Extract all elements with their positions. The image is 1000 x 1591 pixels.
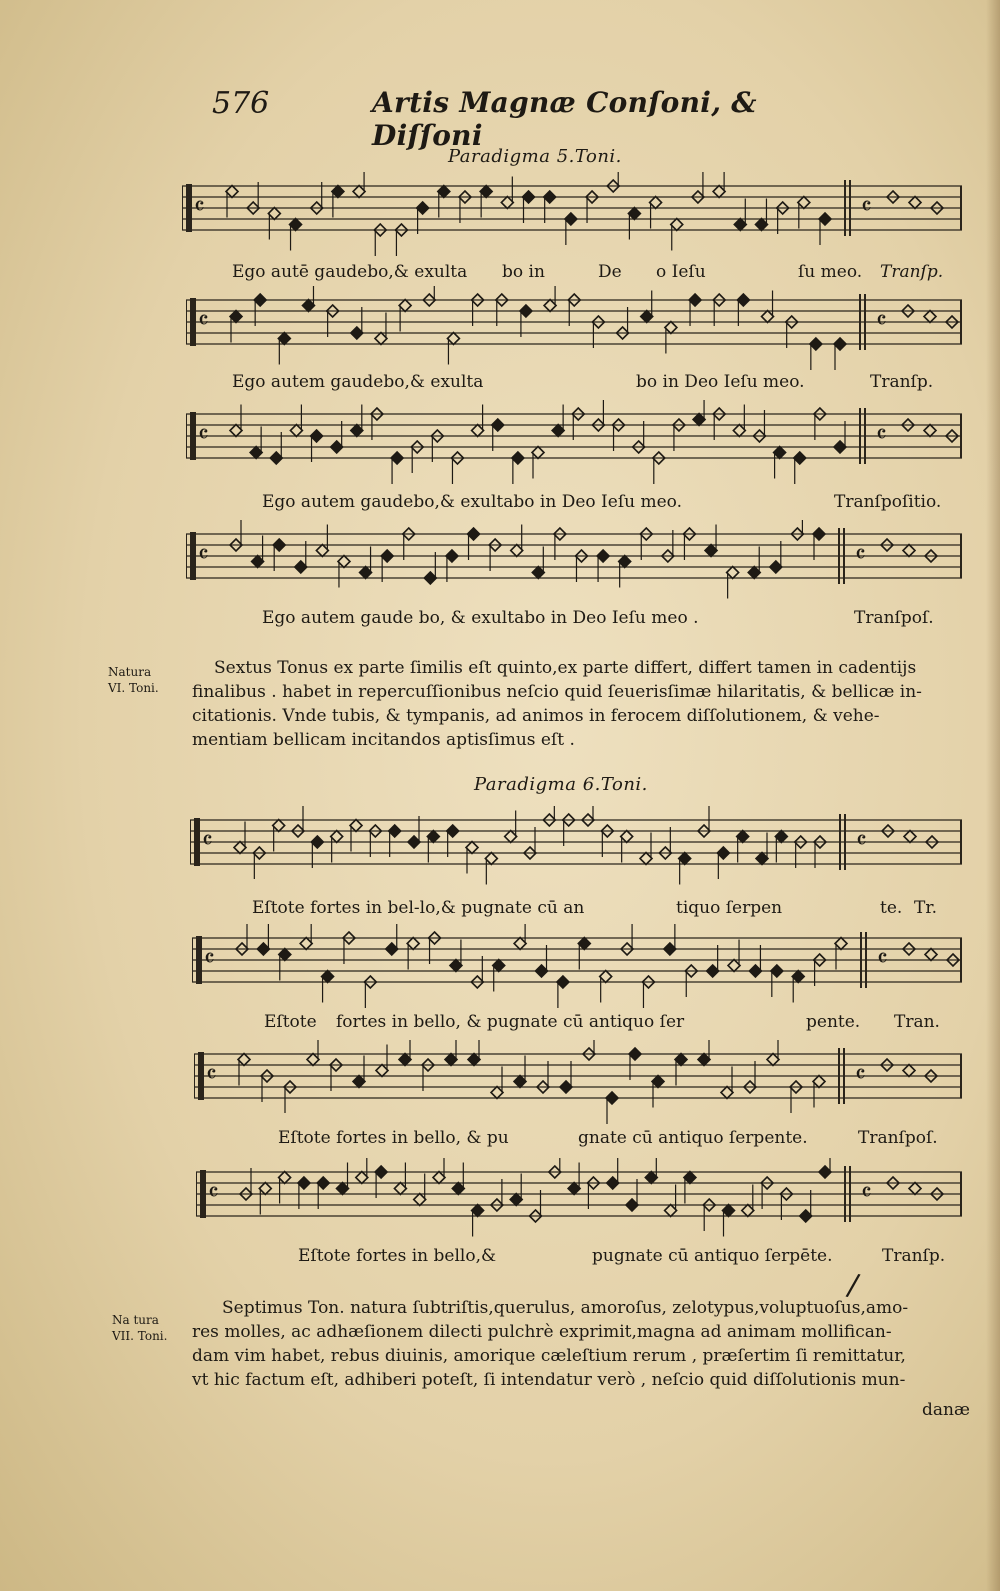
note [762,311,774,323]
lyric-syllables: Tranſpoſitio. [834,492,942,512]
note [728,960,740,972]
note [606,1092,618,1104]
time-signature: 𝄴 [198,306,209,335]
note [737,831,749,843]
lyric-syllables: Eſtote [264,1012,317,1032]
note [749,965,761,977]
note [755,219,767,231]
clef [200,1170,206,1218]
note [698,1054,710,1066]
text-line: res molles, ac adhæſionem dilecti pulchrè exprimit,magna ad animam mollifican- [192,1322,892,1342]
time-signature: 𝄴 [876,420,887,449]
note [514,938,526,950]
clef [190,298,196,346]
music-staff [192,924,962,1010]
note [433,1172,445,1184]
note [332,186,344,198]
text-line: Septimus Ton. natura ſubtriſtis,querulus, amoroſus, zelotypus,voluptuoſus,amo- [222,1298,909,1318]
note [331,831,343,843]
margin-note-tone-7 [112,1312,167,1344]
note [381,550,393,562]
note [485,853,497,865]
note [273,820,285,832]
note [626,1199,638,1211]
note [925,949,937,961]
note [226,186,238,198]
note [331,441,343,453]
note [446,550,458,562]
lyric-syllables: gnate cū antiquo ſerpente. [578,1128,808,1148]
music-staff [190,806,962,892]
note [311,836,323,848]
note [800,1210,812,1222]
note [386,943,398,955]
note [536,965,548,977]
music-staff [186,520,962,606]
note [924,311,936,323]
note [813,528,825,540]
lyric-syllables: Ego autem gaudebo,& exultabo in Deo Ieſu meo. [262,492,682,512]
time-signature: 𝄴 [202,826,213,855]
lyric-syllables: Eſtote fortes in bel-lo,& pugnate cū an [252,898,585,918]
note [727,567,739,579]
note [472,1205,484,1217]
time-signature: 𝄴 [206,1060,217,1089]
note [619,556,631,568]
note [794,452,806,464]
note [273,539,285,551]
lyric-syllables: Tranſp. [880,262,944,282]
note [353,186,365,198]
note [748,567,760,579]
note [671,219,683,231]
time-signature: 𝄴 [856,826,867,855]
note [721,1087,733,1099]
note [640,853,652,865]
lyric-syllables: Tranſp. [870,372,934,392]
note [511,545,523,557]
music-staff [186,286,962,372]
note [394,1183,406,1195]
note [351,327,363,339]
note [480,186,492,198]
note [268,208,280,220]
note [578,938,590,950]
page-header [212,82,792,152]
note [665,322,677,334]
note [252,556,264,568]
note [770,561,782,573]
note [351,425,363,437]
note [230,425,242,437]
note [904,831,916,843]
clef [194,818,200,866]
note [645,1172,657,1184]
text-line: finalibus . habet in repercuſſionibus neſcio quid ſeuerisſimæ hilaritatis, & bellicæ in- [192,682,922,702]
note [257,943,269,955]
note [834,338,846,350]
text-line: dam vim habet, rebus diuinis, amorique cæleſtium rerum , præſertim ſi remittatur, [192,1346,906,1366]
note [493,960,505,972]
note [924,425,936,437]
clef [186,184,192,232]
note [742,1205,754,1217]
note [338,556,350,568]
ink-mark: / [844,1267,862,1304]
note [689,294,701,306]
note [514,1076,526,1088]
time-signature: 𝄴 [204,944,215,973]
note [713,186,725,198]
note [452,1183,464,1195]
note [317,1177,329,1189]
time-signature: 𝄴 [855,540,866,569]
note [375,333,387,345]
note [259,1183,271,1195]
note [684,1172,696,1184]
note [512,452,524,464]
note [353,1076,365,1088]
time-signature: 𝄴 [861,192,872,221]
note [501,197,513,209]
text-line: citationis. Vnde tubis, & tympanis, ad animos in ferocem diſſolutionem, & vehe- [192,706,880,726]
note [391,452,403,464]
margin-note-tone-6 [108,664,159,696]
note [628,208,640,220]
note [705,545,717,557]
note [552,425,564,437]
lyric-syllables: pente. [806,1012,861,1032]
note [466,842,478,854]
note [417,202,429,214]
note [792,971,804,983]
note [520,305,532,317]
note [834,441,846,453]
time-signature: 𝄴 [208,1178,219,1207]
note [311,430,323,442]
note [438,186,450,198]
lyric-syllables: Eſtote fortes in bello,& [298,1246,497,1266]
clef [190,412,196,460]
margin-note-line: VII. Toni. [112,1329,168,1343]
note [447,333,459,345]
lyric-syllables: Ego autem gaude bo, & exultabo in Deo Ieſu meo . [262,608,699,628]
note [607,1177,619,1189]
note [307,1054,319,1066]
page-number: 576 [212,86,270,121]
note [597,550,609,562]
note [424,572,436,584]
lyric-syllables: Tr. [914,898,938,918]
paragraph-tone-7 [192,1296,978,1392]
note [238,1054,250,1066]
note [774,447,786,459]
note [254,294,266,306]
note [322,971,334,983]
note [810,338,822,350]
text-line: mentiam bellicam incitandos aptisſimus eſt . [192,730,575,750]
note [717,847,729,859]
note [300,938,312,950]
time-signature: 𝄴 [877,944,888,973]
note [376,1065,388,1077]
note [234,842,246,854]
note [767,1054,779,1066]
note [568,1183,580,1195]
note [641,311,653,323]
music-staff [182,172,962,258]
note [909,1183,921,1195]
note [819,1166,831,1178]
note [679,853,691,865]
note [360,567,372,579]
note [771,965,783,977]
lyric-syllables: Eſtote fortes in bello, & pu [278,1128,509,1148]
lyric-syllables: Ego autem gaudebo,& exulta [232,372,484,392]
time-signature: 𝄴 [198,540,209,569]
catchword: danæ [922,1400,970,1420]
note [737,294,749,306]
note [544,300,556,312]
note [295,561,307,573]
note [427,831,439,843]
paradigm-5-title: Paradigma 5.Toni. [448,146,622,167]
lyric-syllables: fortes in bello, & pugnate cū antiquo ſer [336,1012,685,1032]
note [414,1194,426,1206]
time-signature: 𝄴 [198,420,209,449]
note [356,1172,368,1184]
music-staff [186,400,962,486]
note [756,853,768,865]
time-signature: 𝄴 [876,306,887,335]
note [909,197,921,209]
time-signature: 𝄴 [861,1178,872,1207]
note [290,425,302,437]
page-edge-shadow [986,0,1000,1591]
note [468,1054,480,1066]
note [399,300,411,312]
clef [190,532,196,580]
note [629,1048,641,1060]
note [450,960,462,972]
note [510,1194,522,1206]
lyric-syllables: o Ieſu [656,262,706,282]
lyric-syllables: De [598,262,622,282]
note [290,219,302,231]
note [408,836,420,848]
note [523,191,535,203]
note [270,452,282,464]
running-title: Artis Magnæ Conſoni, & Diſſoni [372,86,757,152]
note [693,414,705,426]
lyric-syllables: ſu meo. [798,262,863,282]
note [733,425,745,437]
note [532,447,544,459]
note [557,976,569,988]
note [472,425,484,437]
note [903,545,915,557]
paradigm-6-title: Paradigma 6.Toni. [474,774,648,795]
lyric-syllables: te. [880,898,903,918]
note [621,831,633,843]
note [600,971,612,983]
note [798,197,810,209]
note [723,1205,735,1217]
lyric-syllables: pugnate cū antiquo ſerpēte. [592,1246,833,1266]
lyric-syllables: tiquo ſerpen [676,898,783,918]
note [407,938,419,950]
note [445,1054,457,1066]
lyric-syllables: Tranſpoſ. [854,608,934,628]
note [544,191,556,203]
time-signature: 𝄴 [194,192,205,221]
note [399,1054,411,1066]
note [491,1087,503,1099]
lyric-syllables: bo in [502,262,545,282]
note [468,528,480,540]
note [734,219,746,231]
note [375,1166,387,1178]
note [665,1205,677,1217]
margin-note-line: VI. Toni. [108,681,159,695]
note [230,311,242,323]
note [652,1076,664,1088]
lyric-syllables: Tranſpoſ. [858,1128,938,1148]
note [492,419,504,431]
text-line: vt hic factum eſt, adhiberi poteſt, ſi intendatur verò , neſcio quid diſſolutionis mun- [192,1370,906,1390]
note [350,820,362,832]
note [707,965,719,977]
note [532,567,544,579]
time-signature: 𝄴 [855,1060,866,1089]
margin-note-line: Natura [108,665,152,679]
note [903,1065,915,1077]
note [675,1054,687,1066]
note [819,213,831,225]
lyric-syllables: bo in Deo Ieſu meo. [636,372,805,392]
lyric-syllables: Tran. [894,1012,940,1032]
note [560,1081,572,1093]
note [316,545,328,557]
note [302,300,314,312]
note [298,1177,310,1189]
music-staff [196,1158,962,1244]
note [775,831,787,843]
note [389,825,401,837]
note [664,943,676,955]
note [835,938,847,950]
note [279,949,291,961]
note [505,831,517,843]
note [279,1172,291,1184]
clef [198,1052,204,1100]
music-staff [194,1040,962,1126]
note [650,197,662,209]
text-line: Sextus Tonus ex parte ſimilis eſt quinto,ex parte differt, differt tamen in cadentijs [214,658,917,678]
note [813,1076,825,1088]
clef [196,936,202,984]
note [447,825,459,837]
lyric-syllables: Tranſp. [882,1246,946,1266]
note [337,1183,349,1195]
lyric-syllables: Ego autē gaudebo,& exulta [232,262,468,282]
note [278,333,290,345]
note [250,447,262,459]
margin-note-line: Na tura [112,1313,159,1327]
paragraph-tone-6 [192,656,978,752]
note [565,213,577,225]
